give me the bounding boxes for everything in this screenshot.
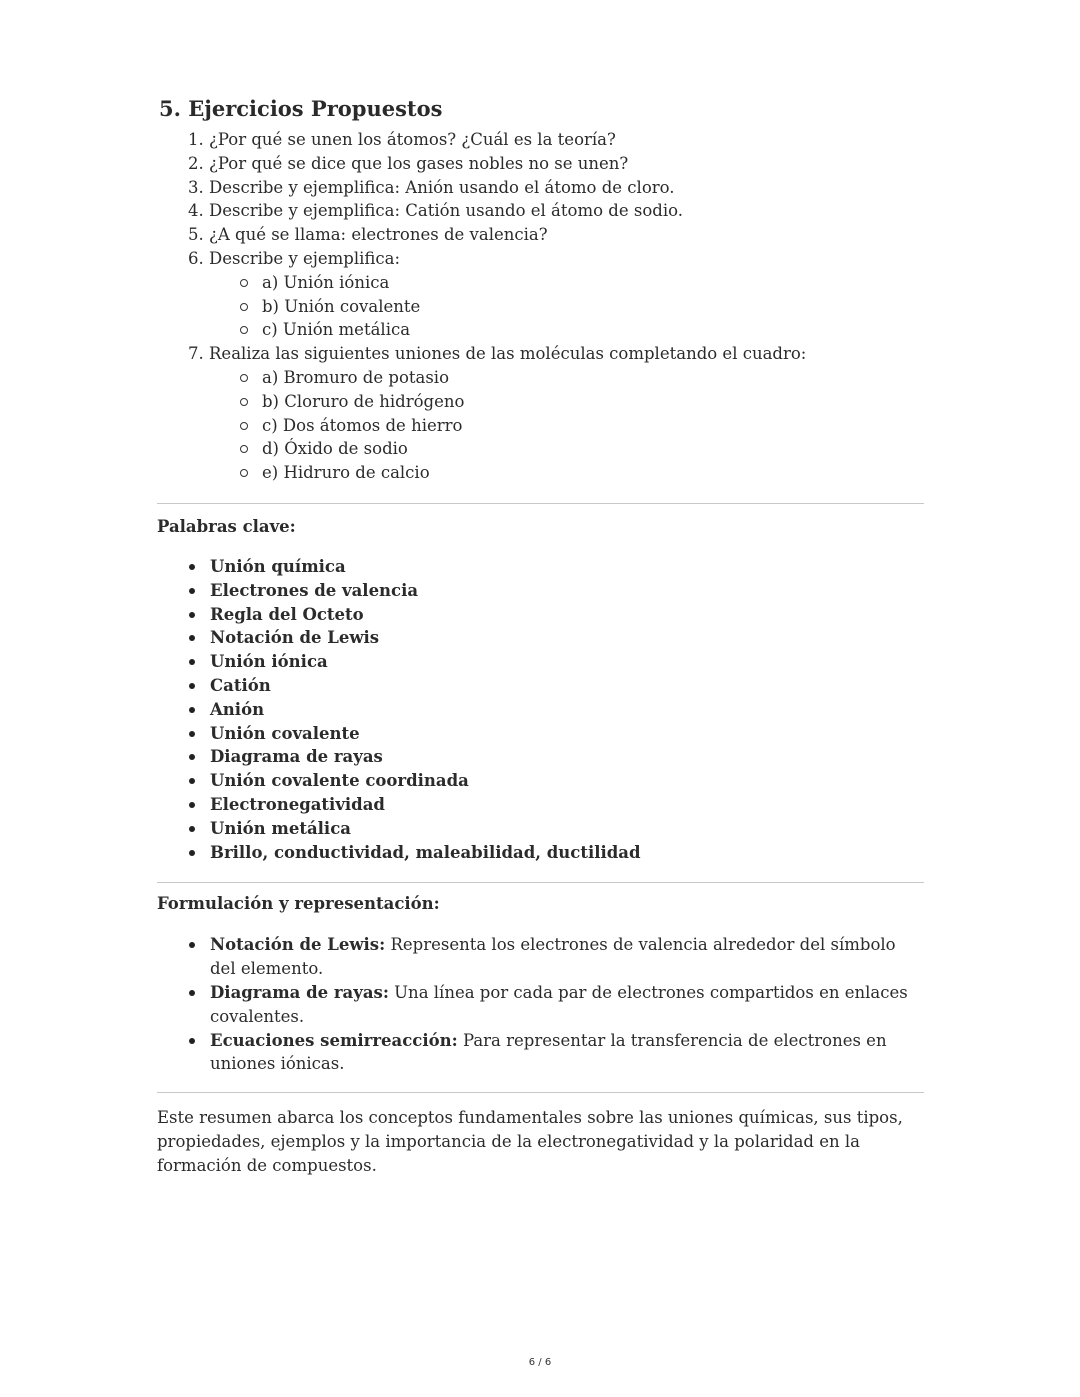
bullet-icon bbox=[189, 850, 195, 856]
keyword-item: Anión bbox=[187, 698, 924, 722]
divider bbox=[157, 503, 924, 504]
exercise-item: 4. Describe y ejemplifica: Catión usando el átomo de sodio. bbox=[209, 199, 924, 223]
exercise-item: 2. ¿Por qué se dice que los gases nobles no se unen? bbox=[209, 152, 924, 176]
bullet-icon bbox=[189, 635, 195, 641]
sub-item: e) Hidruro de calcio bbox=[240, 461, 924, 485]
keyword-item: Diagrama de rayas bbox=[187, 745, 924, 769]
bullet-icon bbox=[189, 802, 195, 808]
exercise-sublist bbox=[209, 271, 924, 342]
sub-item: d) Óxido de sodio bbox=[240, 437, 924, 461]
page-number: 6 / 6 bbox=[528, 1357, 552, 1368]
exercise-item: 7. Realiza las siguientes uniones de las moléculas completando el cuadro: a) Bromuro de potasio b) Cloruro de hidrógeno c) Dos átomos de hierro d) Óxido de sodio e) Hidruro de calcio bbox=[209, 342, 924, 485]
bullet-icon bbox=[189, 942, 195, 948]
bullet-icon bbox=[189, 990, 195, 996]
formulation-label: Formulación y representación: bbox=[157, 894, 440, 914]
exercise-item: 5. ¿A qué se llama: electrones de valencia? bbox=[209, 223, 924, 247]
circle-bullet-icon bbox=[240, 422, 248, 430]
divider bbox=[157, 882, 924, 883]
exercise-item: 3. Describe y ejemplifica: Anión usando el átomo de cloro. bbox=[209, 176, 924, 200]
keyword-item: Unión covalente coordinada bbox=[187, 769, 924, 793]
bullet-icon bbox=[189, 564, 195, 570]
exercise-item: 1. ¿Por qué se unen los átomos? ¿Cuál es la teoría? bbox=[209, 128, 924, 152]
sub-item: b) Cloruro de hidrógeno bbox=[240, 390, 924, 414]
keyword-item: Regla del Octeto bbox=[187, 603, 924, 627]
circle-bullet-icon bbox=[240, 374, 248, 382]
circle-bullet-icon bbox=[240, 445, 248, 453]
sub-item: a) Bromuro de potasio bbox=[240, 366, 924, 390]
bullet-icon bbox=[189, 707, 195, 713]
bullet-icon bbox=[189, 683, 195, 689]
formulation-list bbox=[157, 933, 924, 1076]
circle-bullet-icon bbox=[240, 398, 248, 406]
bullet-icon bbox=[189, 1038, 195, 1044]
keyword-item: Brillo, conductividad, maleabilidad, ductilidad bbox=[187, 841, 924, 865]
formulation-item: Notación de Lewis: Representa los electrones de valencia alrededor del símbolo del elemento. bbox=[187, 933, 924, 981]
sub-item: b) Unión covalente bbox=[240, 295, 924, 319]
bullet-icon bbox=[189, 588, 195, 594]
keywords-list bbox=[157, 555, 924, 864]
sub-item: c) Dos átomos de hierro bbox=[240, 414, 924, 438]
exercise-sublist bbox=[209, 366, 924, 485]
keyword-item: Electronegatividad bbox=[187, 793, 924, 817]
sub-item: c) Unión metálica bbox=[240, 318, 924, 342]
sub-item: a) Unión iónica bbox=[240, 271, 924, 295]
keyword-item: Notación de Lewis bbox=[187, 626, 924, 650]
bullet-icon bbox=[189, 612, 195, 618]
circle-bullet-icon bbox=[240, 303, 248, 311]
summary-paragraph: Este resumen abarca los conceptos fundamentales sobre las uniones químicas, sus tipos, propiedades, ejemplos y la importancia de la electronegatividad y la polaridad en la formación de compuestos. bbox=[157, 1108, 903, 1175]
circle-bullet-icon bbox=[240, 326, 248, 334]
divider bbox=[157, 1092, 924, 1093]
keyword-item: Catión bbox=[187, 674, 924, 698]
keyword-item: Unión iónica bbox=[187, 650, 924, 674]
circle-bullet-icon bbox=[240, 279, 248, 287]
bullet-icon bbox=[189, 731, 195, 737]
formulation-item: Ecuaciones semirreacción: Para representar la transferencia de electrones en uniones iónicas. bbox=[187, 1029, 924, 1077]
section-title: 5. Ejercicios Propuestos bbox=[159, 96, 443, 121]
keyword-item: Unión química bbox=[187, 555, 924, 579]
bullet-icon bbox=[189, 826, 195, 832]
bullet-icon bbox=[189, 659, 195, 665]
keywords-label: Palabras clave: bbox=[157, 516, 296, 536]
bullet-icon bbox=[189, 754, 195, 760]
keyword-item: Unión metálica bbox=[187, 817, 924, 841]
formulation-item: Diagrama de rayas: Una línea por cada par de electrones compartidos en enlaces covalentes. bbox=[187, 981, 924, 1029]
circle-bullet-icon bbox=[240, 469, 248, 477]
exercise-item: 6. Describe y ejemplifica: a) Unión iónica b) Unión covalente c) Unión metálica bbox=[209, 247, 924, 342]
bullet-icon bbox=[189, 778, 195, 784]
exercise-list bbox=[157, 128, 924, 485]
keyword-item: Unión covalente bbox=[187, 722, 924, 746]
keyword-item: Electrones de valencia bbox=[187, 579, 924, 603]
document-page bbox=[157, 94, 924, 1177]
